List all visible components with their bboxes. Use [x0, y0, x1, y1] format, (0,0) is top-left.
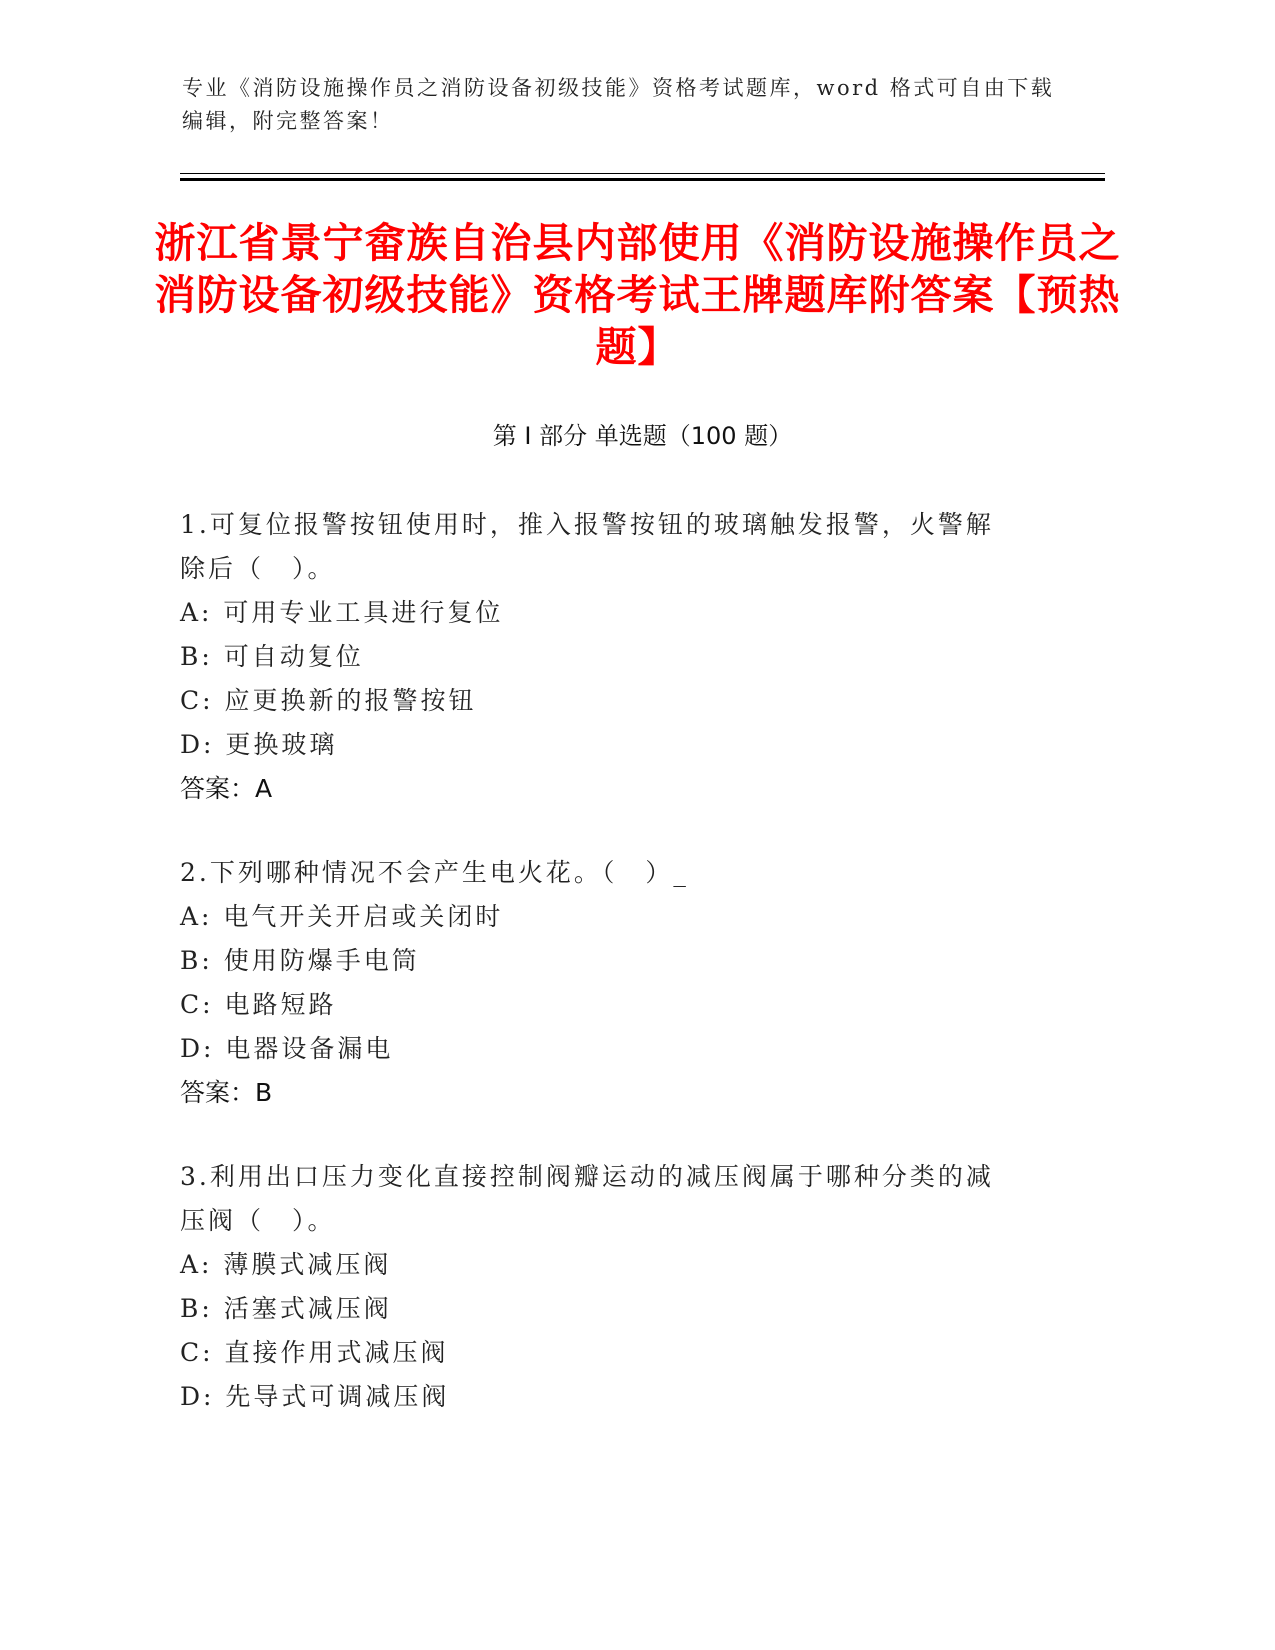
question-2	[180, 851, 1020, 1115]
option-b: B: 可自动复位	[180, 642, 364, 671]
answer: 答案：A	[180, 774, 273, 803]
option-b: B: 使用防爆手电筒	[180, 946, 420, 975]
question-stem: 3.利用出口压力变化直接控制阀瓣运动的减压阀属于哪种分类的减压阀（ ）。	[180, 1162, 994, 1235]
question-list	[180, 503, 1020, 1459]
option-d: D: 更换玻璃	[180, 730, 338, 759]
option-a: A: 薄膜式减压阀	[180, 1250, 392, 1279]
header-note: 专业《消防设施操作员之消防设备初级技能》资格考试题库，word 格式可自由下载编辑，附完整答案！	[182, 76, 1055, 133]
question-stem: 1.可复位报警按钮使用时，推入报警按钮的玻璃触发报警，火警解除后（ ）。	[180, 510, 994, 583]
option-c: C: 应更换新的报警按钮	[180, 686, 477, 715]
question-3	[180, 1155, 1020, 1419]
option-b: B: 活塞式减压阀	[180, 1294, 392, 1323]
option-c: C: 直接作用式减压阀	[180, 1338, 449, 1367]
option-c: C: 电路短路	[180, 990, 337, 1019]
document-title: 浙江省景宁畲族自治县内部使用《消防设施操作员之消防设备初级技能》资格考试王牌题库附答案【预热题】	[154, 219, 1121, 371]
header-divider-thick	[180, 178, 1105, 181]
option-d: D: 先导式可调减压阀	[180, 1382, 450, 1411]
section-title: 第 I 部分 单选题（100 题）	[492, 422, 793, 450]
question-1	[180, 503, 1020, 811]
option-a: A: 电气开关开启或关闭时	[180, 902, 504, 931]
option-d: D: 电器设备漏电	[180, 1034, 394, 1063]
question-stem: 2.下列哪种情况不会产生电火花。（ ）_	[180, 858, 689, 887]
option-a: A: 可用专业工具进行复位	[180, 598, 504, 627]
answer: 答案：B	[180, 1078, 273, 1107]
header-divider-thin	[180, 173, 1105, 174]
